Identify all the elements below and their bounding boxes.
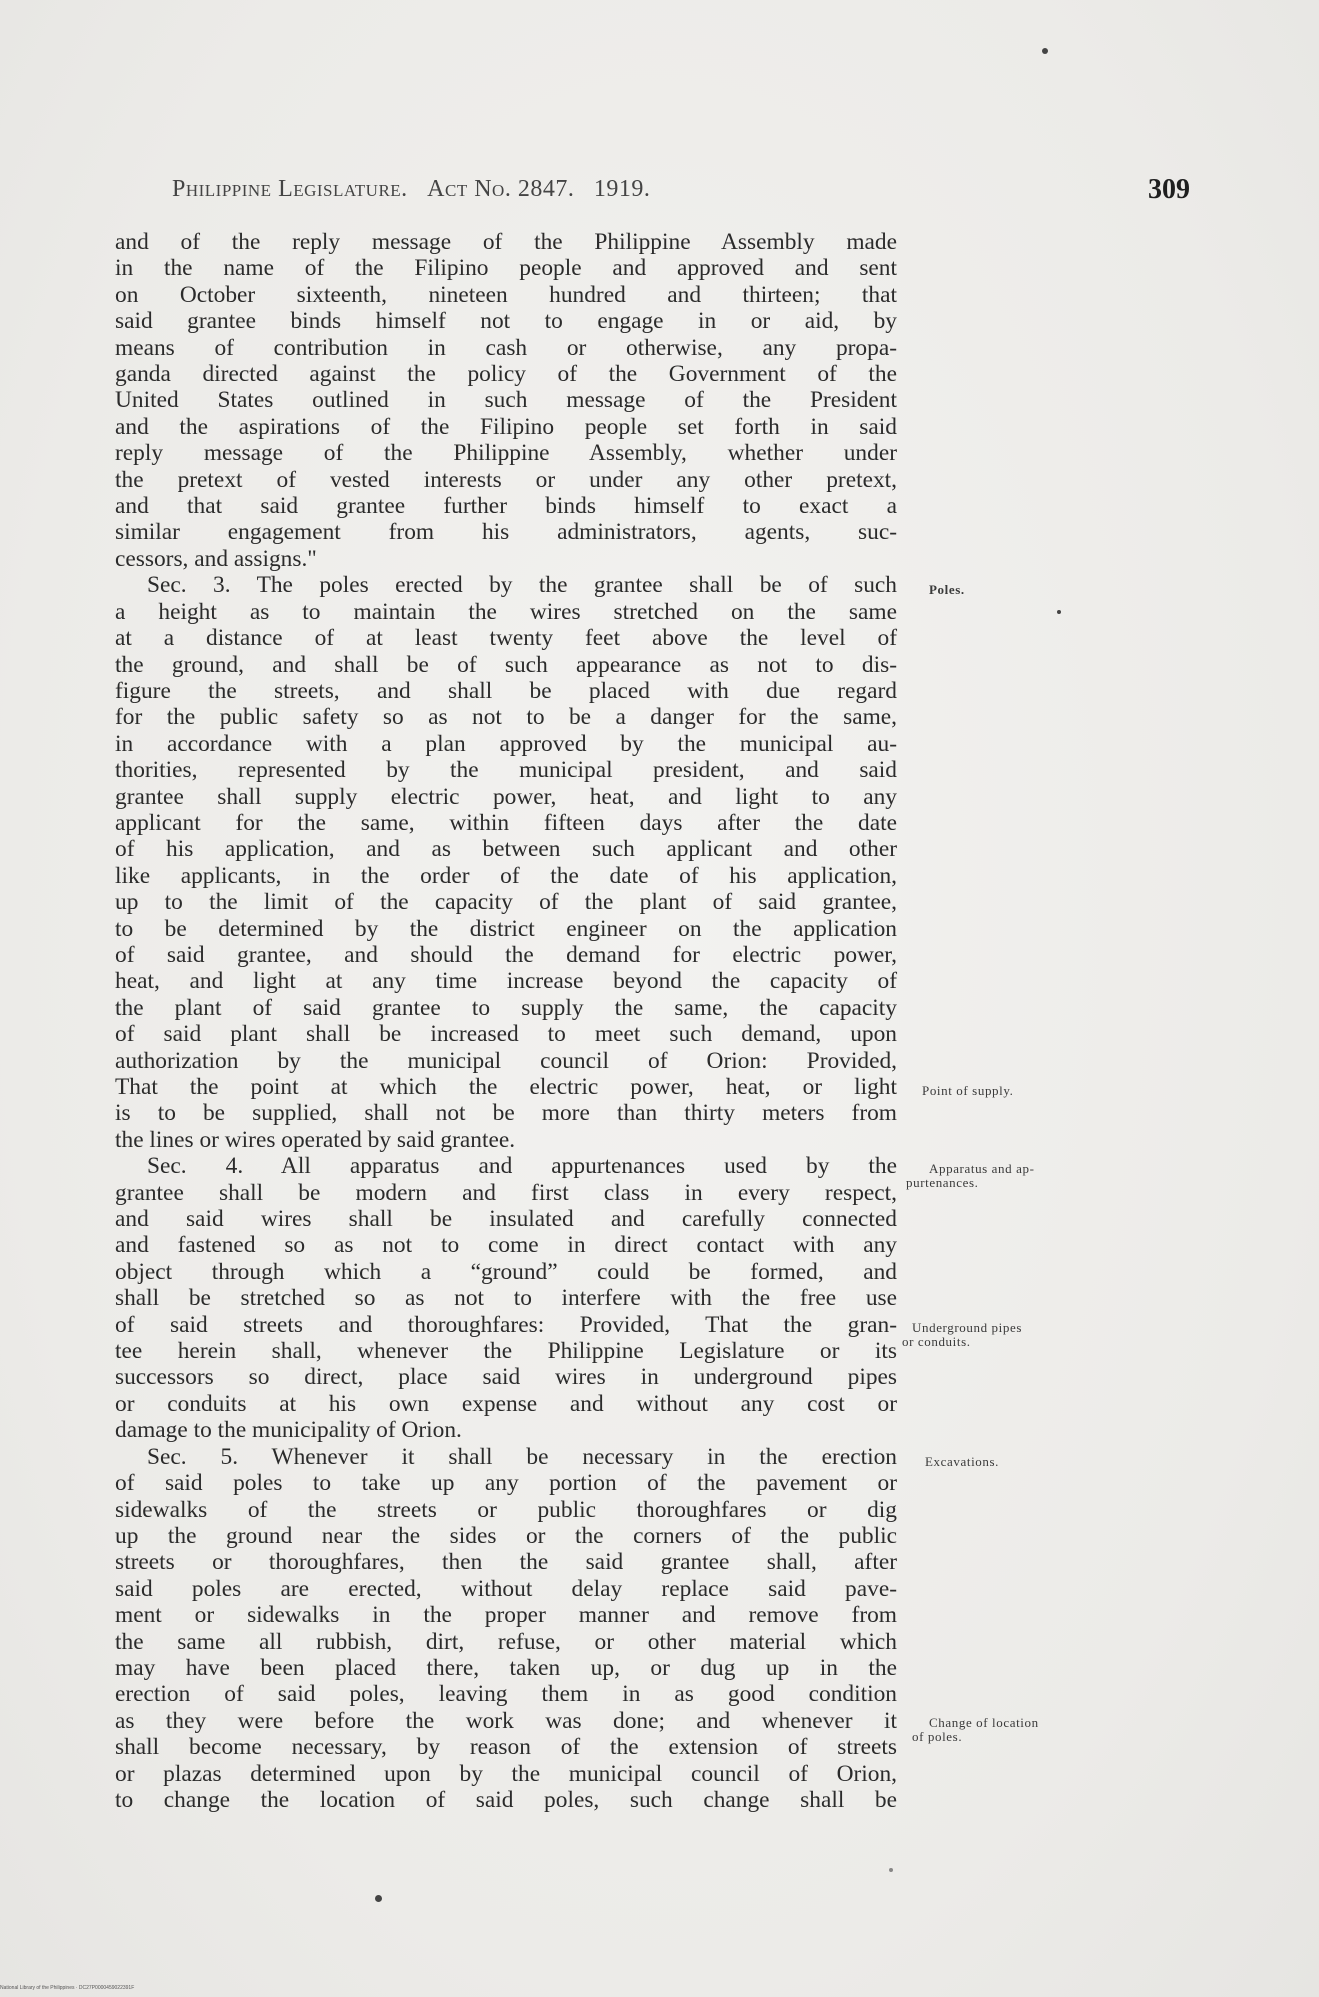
running-head-act: Act No. 2847. xyxy=(427,176,575,202)
text-line: United States outlined in such message of the President xyxy=(115,387,897,414)
text-line: a height as to maintain the wires stretched on the same xyxy=(115,598,897,625)
text-line: at a distance of at least twenty feet above the level of xyxy=(115,625,897,652)
text-line: like applicants, in the order of the date of his application, xyxy=(115,862,897,889)
text-line: of said streets and thoroughfares: Provided, That the gran- xyxy=(115,1311,897,1338)
text-line: means of contribution in cash or otherwise, any propa- xyxy=(115,334,897,361)
text-line: heat, and light at any time increase beyond the capacity of xyxy=(115,968,897,995)
text-line: the ground, and shall be of such appearance as not to dis- xyxy=(115,651,897,678)
scan-speck xyxy=(375,1895,382,1902)
body-text xyxy=(115,229,897,1813)
section-5-start: Sec. 5. Whenever it shall be necessary in the erection xyxy=(147,1443,897,1470)
text-line: to change the location of said poles, such change shall be xyxy=(115,1786,897,1813)
margin-note-apparatus: Apparatus and ap- xyxy=(929,1161,1035,1176)
running-head-year: 1919. xyxy=(593,176,651,202)
text-line: on October sixteenth, nineteen hundred and thirteen; that xyxy=(115,281,897,308)
running-head xyxy=(172,176,650,203)
text-line: the same all rubbish, dirt, refuse, or other material which xyxy=(115,1628,897,1655)
text-line: for the public safety so as not to be a danger for the same, xyxy=(115,704,897,731)
margin-note-apparatus-cont: purtenances. xyxy=(906,1175,979,1190)
margin-note-poles: Poles. xyxy=(929,582,965,597)
page-number: 309 xyxy=(1148,174,1190,205)
text-line: cessors, and assigns." xyxy=(115,545,317,572)
text-line: ganda directed against the policy of the Government of the xyxy=(115,361,897,388)
text-line: of his application, and as between such applicant and other xyxy=(115,836,897,863)
text-line: grantee shall be modern and first class in every respect, xyxy=(115,1179,897,1206)
margin-note-change-location-cont: of poles. xyxy=(912,1729,963,1744)
text-line: successors so direct, place said wires in underground pipes xyxy=(115,1364,897,1391)
text-line: figure the streets, and shall be placed with due regard xyxy=(115,677,897,704)
text-line: grantee shall supply electric power, heat, and light to any xyxy=(115,783,897,810)
text-line: streets or thoroughfares, then the said grantee shall, after xyxy=(115,1549,897,1576)
text-line: the plant of said grantee to supply the same, the capacity xyxy=(115,994,897,1021)
text-line: authorization by the municipal council of Orion: Provided, xyxy=(115,1047,897,1074)
text-line: That the point at which the electric power, heat, or light xyxy=(115,1074,897,1100)
text-line: and of the reply message of the Philippine Assembly made xyxy=(115,229,897,255)
margin-note-point-of-supply: Point of supply. xyxy=(922,1083,1014,1098)
text-line: and the aspirations of the Filipino people set forth in said xyxy=(115,413,897,440)
text-line: tee herein shall, whenever the Philippine Legislature or its xyxy=(115,1338,897,1365)
text-line: sidewalks of the streets or public thoroughfares or dig xyxy=(115,1496,897,1523)
text-line: and said wires shall be insulated and carefully connected xyxy=(115,1206,897,1233)
text-line: is to be supplied, shall not be more than thirty meters from xyxy=(115,1100,897,1127)
text-line: of said plant shall be increased to meet such demand, upon xyxy=(115,1021,897,1048)
scan-speck xyxy=(889,1868,893,1872)
text-line: applicant for the same, within fifteen days after the date xyxy=(115,809,897,836)
margin-note-excavations: Excavations. xyxy=(925,1454,999,1469)
scan-speck xyxy=(1057,610,1061,614)
section-3-start: Sec. 3. The poles erected by the grantee shall be of such xyxy=(147,572,897,599)
scan-speck xyxy=(1042,48,1048,54)
text-line: in the name of the Filipino people and approved and sent xyxy=(115,255,897,282)
text-line: up the ground near the sides or the corners of the public xyxy=(115,1522,897,1549)
margin-note-underground: Underground pipes xyxy=(912,1320,1022,1335)
text-line: reply message of the Philippine Assembly, whether under xyxy=(115,440,897,467)
text-line: said grantee binds himself not to engage in or aid, by xyxy=(115,308,897,335)
scan-footer: National Library of the Philippines · DC27P0000459022391F xyxy=(0,1985,135,1991)
text-line: of said grantee, and should the demand for electric power, xyxy=(115,941,897,968)
text-line: may have been placed there, taken up, or dug up in the xyxy=(115,1654,897,1681)
text-line: of said poles to take up any portion of the pavement or xyxy=(115,1470,897,1497)
text-line: damage to the municipality of Orion. xyxy=(115,1417,462,1444)
running-head-legislature: Philippine Legislature. xyxy=(172,176,408,202)
text-line: shall be stretched so as not to interfere with the free use xyxy=(115,1285,897,1312)
text-line: thorities, represented by the municipal president, and said xyxy=(115,757,897,784)
text-line: ment or sidewalks in the proper manner and remove from xyxy=(115,1602,897,1629)
text-line: said poles are erected, without delay replace said pave- xyxy=(115,1575,897,1602)
text-line: the lines or wires operated by said grantee. xyxy=(115,1126,516,1153)
text-line: or plazas determined upon by the municipal council of Orion, xyxy=(115,1760,897,1787)
text-line: similar engagement from his administrators, agents, suc- xyxy=(115,519,897,546)
text-line: shall become necessary, by reason of the extension of streets xyxy=(115,1734,897,1761)
text-line: to be determined by the district engineer on the application xyxy=(115,915,897,942)
text-line: the pretext of vested interests or under any other pretext, xyxy=(115,466,897,493)
text-line: object through which a “ground” could be formed, and xyxy=(115,1258,897,1285)
text-line: erection of said poles, leaving them in as good condition xyxy=(115,1681,897,1708)
text-line: in accordance with a plan approved by the municipal au- xyxy=(115,730,897,757)
text-line: or conduits at his own expense and without any cost or xyxy=(115,1390,897,1417)
margin-note-underground-cont: or conduits. xyxy=(902,1334,971,1349)
text-line: up to the limit of the capacity of the plant of said grantee, xyxy=(115,889,897,916)
text-line: and that said grantee further binds himself to exact a xyxy=(115,493,897,520)
margin-note-change-location: Change of location xyxy=(929,1715,1039,1730)
text-line: as they were before the work was done; and whenever it xyxy=(115,1707,897,1734)
text-line: and fastened so as not to come in direct contact with any xyxy=(115,1232,897,1259)
section-4-start: Sec. 4. All apparatus and appurtenances used by the xyxy=(147,1153,897,1180)
